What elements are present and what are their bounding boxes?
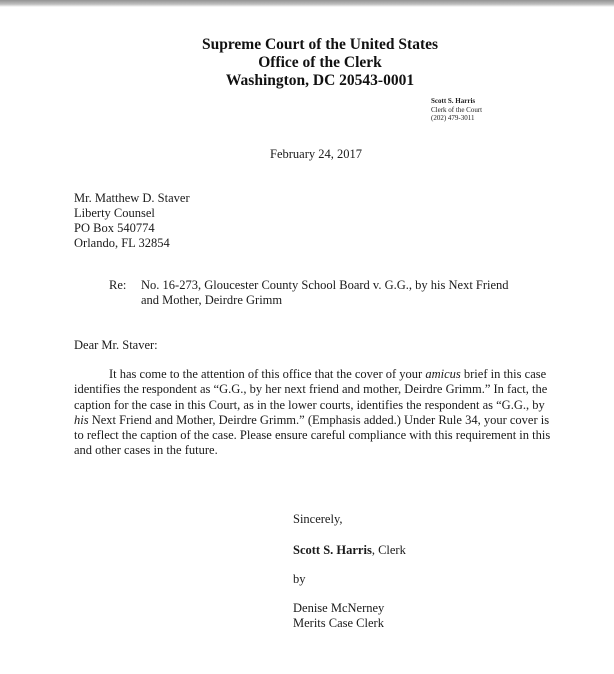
clerk-contact-block xyxy=(431,97,482,123)
recipient-address xyxy=(74,191,190,251)
body-text-1: It has come to the attention of this office that the cover of your xyxy=(109,367,426,381)
body-italic-his: his xyxy=(74,412,89,427)
signer-name: Scott S. Harris xyxy=(293,543,372,557)
salutation: Dear Mr. Staver: xyxy=(74,338,158,352)
recipient-name: Mr. Matthew D. Staver xyxy=(74,191,190,205)
body-text-3: Next Friend and Mother, Deirdre Grimm.” (Emphasis added.) Under Rule 34, your cover is to reflect the caption of the case. Please ensure careful compliance with this requirement in this and other cases in the future. xyxy=(74,412,551,458)
signer-title: , Clerk xyxy=(371,543,406,557)
deputy-name: Denise McNerney xyxy=(293,601,385,615)
letterhead-court: Supreme Court of the United States xyxy=(201,36,439,53)
body-italic-amicus: amicus xyxy=(425,367,461,381)
closing-signer xyxy=(293,543,406,558)
re-subject-line2: and Mother, Deirdre Grimm xyxy=(141,293,283,307)
body-paragraph xyxy=(74,367,554,459)
clerk-title: Clerk of the Court xyxy=(431,105,483,114)
recipient-city: Orlando, FL 32854 xyxy=(74,236,170,250)
letterhead-address: Washington, DC 20543-0001 xyxy=(225,72,415,89)
letterhead xyxy=(0,36,614,90)
re-label: Re: xyxy=(109,278,127,292)
clerk-name: Scott S. Harris xyxy=(431,97,476,105)
recipient-po-box: PO Box 540774 xyxy=(74,221,155,235)
closing-by: by xyxy=(293,572,306,586)
recipient-org: Liberty Counsel xyxy=(74,206,155,220)
closing-sincerely: Sincerely, xyxy=(293,512,343,526)
letterhead-office: Office of the Clerk xyxy=(258,54,382,71)
re-subject xyxy=(141,278,581,308)
scan-top-edge xyxy=(0,0,614,7)
deputy-title: Merits Case Clerk xyxy=(293,616,384,630)
body-text-2: brief in this case identifies the respondent as “G.G., by her next friend and mother, Deirdre Grimm.” In fact, the caption for the case in this Court, as in the lower courts, identifies the respondent as “G.G., by xyxy=(74,367,548,412)
clerk-phone: (202) 479-3011 xyxy=(431,114,475,122)
letter-date: February 24, 2017 xyxy=(270,147,362,161)
re-subject-line1: No. 16-273, Gloucester County School Board v. G.G., by his Next Friend xyxy=(141,278,509,292)
